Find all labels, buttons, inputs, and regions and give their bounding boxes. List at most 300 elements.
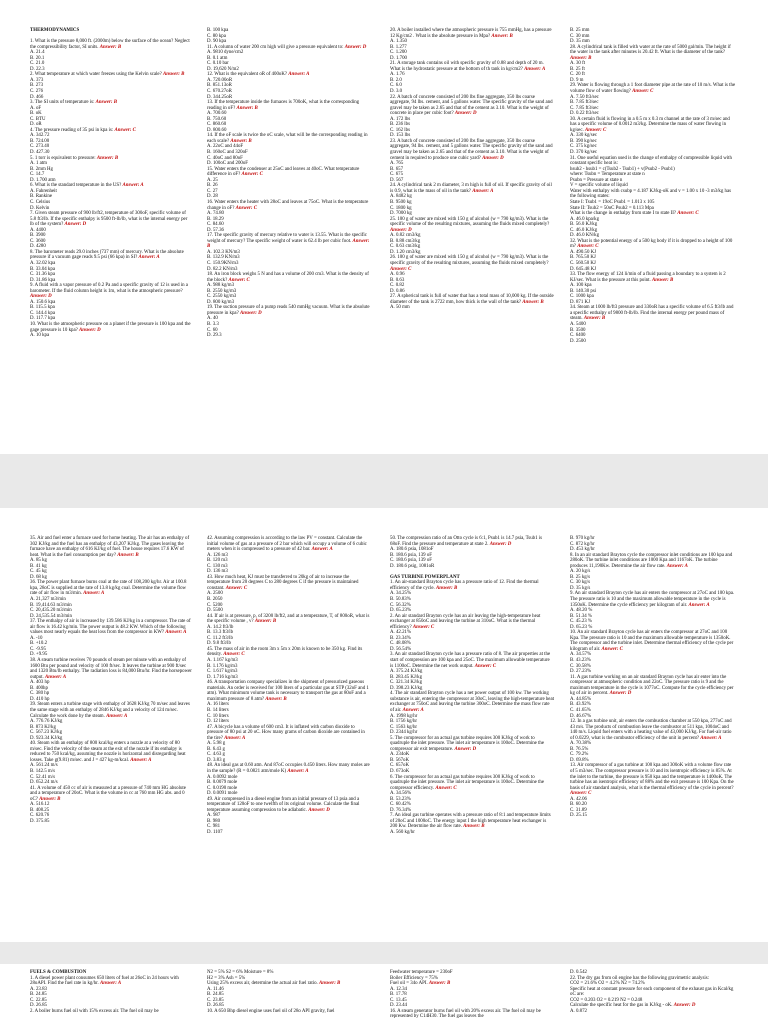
- answer-key: Answer: B: [96, 155, 119, 161]
- line-text: D. 57.36: [207, 227, 224, 233]
- question-line: [570, 189, 736, 200]
- line-text: 49. Air compressed in a diesel engine from an initial pressure of 13 psia and a temperature of 120oF to one twelfth of its original volume. Calculate the final temperature assuming compression to be adiabatic.: [207, 796, 361, 813]
- line-text: A. 70.38%: [570, 741, 592, 747]
- line-text: D. 117.7 kpa: [30, 316, 56, 322]
- answer-key: Answer: B: [207, 238, 371, 250]
- line-text: 46. A transportation company specializes in the shipment of pressurized gaseous materials. An order is received for 100 liters of a particular gas at STP (32oF and 1 atm). What minimum volume tank is necessary to transport the gas at 80oF and a maximum pressure of 8 atm?: [207, 680, 371, 702]
- line-text: 36. The power plant furnace burns coal at the rate of 108,200 kg/hr. Air at 100.8 kpa, 28oC is supplied at the rate of 13.8 kg/kg coal. Determine the volume flow rate of air flow in m3/min.: [30, 580, 188, 597]
- line-text: 27. A spherical tank is full of water that has a total mass of 10,000 kg. If the outside diameter of the tank is 2722 mm, how thick is the wall of the tank?: [390, 294, 555, 305]
- line-text: C. 0.10 bar: [207, 61, 229, 67]
- line-text: C. 30 kg/s: [570, 580, 590, 586]
- line-text: A. 172 lbs: [390, 116, 411, 122]
- question-line: [207, 233, 370, 250]
- line-text: D. 7000 kg: [390, 211, 412, 217]
- line-text: [390, 569, 391, 574]
- line-text: 43. How much heat, KJ must be transferred to 20kg of air to increase the temperature from 20 degrees C to 280 degrees C if the pressure is maintained constant.: [207, 574, 360, 591]
- line-text: 10. A 650 Bhp diesel engine uses fuel oil of 28o API gravity, fuel: [207, 1008, 335, 1014]
- line-text: 1. What is the pressure 8,000 ft. (2000m) below the surface of the ocean? Neglect the compressibility factor, SI units.: [30, 39, 191, 50]
- question-line: [390, 217, 554, 234]
- question-line: [207, 133, 370, 144]
- line-text: 13. If the temperature inside the furnaces is 700oK, what is the corresponding reading in oF?: [207, 100, 361, 111]
- line-text: D. 398.23 KJ/kg: [390, 685, 423, 691]
- question-line: [390, 736, 554, 753]
- line-text: B. 0.63: [390, 277, 405, 283]
- line-text: B. 19,414.63 m3/min: [30, 602, 72, 608]
- line-text: D. 923.34 KJ/kg: [30, 735, 63, 741]
- answer-key: Answer: C: [225, 585, 248, 591]
- line-text: 28. A cylindrical tank is filled with water at the rate of 5000 gal/min. The height if the water in the tank after minutes is 20.42 ft. What is the diameter of the tank?: [570, 44, 732, 56]
- question-line: [207, 725, 370, 742]
- answer-key: Answer: D: [454, 111, 477, 117]
- answer-key: Answer: A: [130, 757, 152, 763]
- line-text: D. 82.2 KN/m3: [207, 266, 238, 272]
- line-text: C. 144.4 kpa: [30, 310, 55, 316]
- line-text: D. 652.24 m/s: [30, 780, 58, 786]
- line-text: A. 10 kpa: [30, 333, 50, 339]
- line-text: where: Tsubn = Temperature at state n: [570, 172, 645, 178]
- answer-key: Answer: C: [114, 127, 136, 133]
- line-text: 8. In an air standard Brayton cycle the compressor inlet conditions are 100 kpa and 280oK. The turbine inlet conditions are 1000 Kpa and 1167oK. The turbine produces 11,190Kw. Determine the air flow rate.: [570, 552, 734, 569]
- answer-key: Answer: B: [428, 981, 451, 987]
- answer-key: Answer: D: [64, 222, 87, 228]
- line-text: C. 321.34 KJ/kg: [390, 680, 423, 686]
- line-text: C. 150.9KN/m3: [207, 260, 239, 266]
- line-text: C. 14.7: [30, 172, 45, 178]
- question-line: [30, 283, 192, 300]
- line-text: D. 90 kpa: [207, 39, 227, 45]
- question-line: [390, 813, 554, 830]
- line-text: B. 25 mm: [570, 28, 590, 33]
- line-text: A. 180.6 psia, 1081oF: [390, 547, 434, 553]
- answer-key: Answer: A: [472, 188, 494, 194]
- answer-key: Answer: D: [390, 227, 412, 233]
- line-text: C. 79.2%: [570, 752, 589, 758]
- line-text: C. 20,435.20 m3/min: [30, 608, 72, 614]
- question-line: [570, 45, 736, 62]
- line-text: 9. A fluid with a vapor pressure of 0.2 Pa and a specific gravity of 12 is used in a barometer. If the fluid column height is 1m, what is the atmospheric pressure?: [30, 283, 190, 294]
- answer-key: Answer: B: [265, 696, 287, 702]
- question-line: [570, 339, 736, 345]
- line-text: hsub2 - hsub1 = c(Tsub2 - Tsub1) + v(Psub2 - Psub1): [570, 166, 675, 172]
- question-line: [207, 575, 370, 592]
- question-line: [390, 61, 554, 72]
- line-text: 42. Assuming compression is according to the law PV = constant. Calculate the initial volume of gas at a pressure of 2 bar which will occupy a volume of 6 cubic meters when it is compressed to a pressure of 42 bar.: [207, 536, 369, 553]
- line-text: A. 44.85%: [570, 696, 592, 702]
- question-line: [570, 553, 736, 570]
- line-text: GAS TURBINE POWERPLANT: [390, 574, 460, 580]
- line-text: A. 988 kg/m3: [207, 283, 235, 289]
- line-text: D. 0.86: [390, 288, 405, 294]
- line-text: 10. An air standard Brayton cycle has air enters the compressor at 27oC and 100 Kpa. The pressure ratio is 10 and the maximum allowable temperature is 1350oK. The compressor and the turbine inlet. Determine thermal efficiency of the cycle per kilogram of air.: [570, 630, 735, 652]
- question-line: [570, 117, 736, 134]
- line-text: C. 670.27oR: [207, 89, 232, 95]
- answer-key: Answer: C: [241, 172, 263, 178]
- line-text: A. 403 hp: [30, 680, 50, 686]
- answer-key: Answer: D: [79, 327, 101, 333]
- line-text: D. 26.85: [30, 1003, 47, 1009]
- line-text: FUELS & COMBUSTION: [30, 970, 87, 975]
- line-text: 3. An air standard Brayton cycle has a pressure ratio of 8. The air properties at the start of compression are 100 kpa and 25oC. The maximum allowable temperature is 1100oC. Determine the net work output.: [390, 652, 552, 669]
- line-text: 48. An ideal gas at 0.60 atm. And 87oC occupies 0.450 liters. How many moles are in the sample? (R = 0.0821 atm/mole K): [207, 763, 371, 774]
- question-line: [207, 763, 370, 774]
- line-text: D. 3.0: [390, 89, 403, 95]
- line-text: 8. The barometer reads 29.0 inches (737 mm) of mercury. What is the absolute pressure if a vacuum gage reads 9.5 psi (66 kpa) in SI?: [30, 249, 186, 261]
- line-text: A. 373: [30, 77, 44, 83]
- line-text: B. 567oK: [390, 757, 410, 763]
- line-text: D. 9 m: [570, 77, 584, 83]
- answer-key: Answer: D: [609, 691, 632, 697]
- answer-key: Answer: C: [632, 89, 654, 95]
- answer-key: Answer: A: [138, 255, 160, 261]
- answer-key: Answer: C: [390, 266, 412, 272]
- line-text: D. 2500: [570, 338, 586, 344]
- line-text: C. 162 lbs: [390, 127, 410, 133]
- line-text: A. Fahrenheit: [30, 188, 57, 194]
- line-text: A. 516.12: [30, 802, 50, 808]
- line-text: B. 3.3: [207, 321, 219, 327]
- line-text: D. 27.23%: [570, 669, 592, 675]
- line-text: 29. Water is flowing through a 1 foot diameter pipe at the rate of 10 m/s. What is the volume flow of water flowing?: [570, 83, 737, 95]
- line-text: A. 48.20 %: [570, 608, 593, 614]
- answer-key: Answer: C: [577, 244, 599, 250]
- question-line: [30, 819, 192, 825]
- line-text: C. 567.23 KJ/kg: [30, 730, 63, 736]
- question-line: [570, 630, 736, 652]
- line-text: [30, 34, 31, 39]
- answer-key: Answer: A: [165, 630, 187, 636]
- question-line: [390, 305, 554, 311]
- line-text: B. 970 kg/hr: [570, 536, 595, 541]
- text-column: [570, 28, 736, 344]
- line-text: C. 60.42%: [390, 802, 411, 808]
- line-text: D. 19,620 N/m2: [207, 66, 239, 72]
- line-text: 6. The compressor for an actual gas turbine requires 300 KJ/kg of work to quadruple the inlet pressure. The inlet air temperature is 100oC. Determine the compressor efficiency.: [390, 774, 546, 791]
- line-text: V = specific volume of liquid: [570, 183, 628, 189]
- answer-key: Answer: B: [230, 138, 252, 144]
- line-text: C. 0.63 cm3/kg: [390, 244, 421, 250]
- line-text: A. 150.6 kpa: [30, 299, 56, 305]
- answer-key: Answer: B: [318, 981, 341, 987]
- line-text: D. 31.86 kpa: [30, 277, 56, 283]
- line-text: 33. The flow energy of 124 li/min of a fluid passing a boundary to a system is 2 KJ/sec. What is the pressure at this point.: [570, 272, 727, 283]
- answer-key: Answer: D: [308, 807, 330, 813]
- answer-key: Answer: A: [288, 72, 310, 78]
- line-text: B. 160oC and 320oF: [207, 150, 248, 156]
- line-text: D. 5500: [207, 608, 223, 614]
- line-text: B. 724.00: [30, 138, 50, 144]
- question-line: [390, 28, 554, 39]
- answer-key: Answer: B: [491, 33, 513, 39]
- answer-key: Answer: A: [666, 563, 688, 569]
- line-text: N2 = 5% S2 = 6% Moisture = 8%: [207, 970, 274, 975]
- line-text: D. 46.67%: [570, 713, 592, 719]
- question-line: [390, 294, 554, 305]
- line-text: D. 24,535.54 m3/min: [30, 613, 72, 619]
- question-line: [390, 95, 554, 117]
- line-text: 39. Steam enters a turbine stage with enthalpy of 3628 KJ/kg 70 m/sec and leaves the same stage with an enthalpy of 2846 KJ/kg and a velocity of 124 m/sec. Calculate the work done by the steam.: [30, 702, 192, 719]
- line-text: 47. A bicycle has a volume of 600 cm3. It is inflated with carbon dioxide to pressure of 80 psi at 20 oC. How many grams of carbon dioxide are contained in the tire?: [207, 724, 367, 741]
- line-text: D. 12 liters: [207, 719, 229, 725]
- line-text: D. 35 kg/s: [570, 585, 591, 591]
- line-text: B. 14 liters: [207, 707, 229, 713]
- answer-key: Answer: B: [254, 619, 277, 625]
- line-text: C. 276: [30, 89, 44, 95]
- line-text: A. 234oK: [390, 752, 410, 758]
- line-text: B. 1.277: [390, 44, 407, 50]
- line-text: B. 43.23%: [570, 658, 591, 664]
- line-text: C. 1563 kg/hr: [390, 724, 418, 730]
- line-text: D. Kelvin: [30, 205, 50, 211]
- answer-key: Answer: A: [688, 602, 710, 608]
- line-text: A. 22oC and 44oF: [207, 144, 244, 150]
- line-text: A. 7.50 ft3/sec: [570, 94, 599, 100]
- line-text: D. 136 m3: [207, 569, 228, 575]
- line-text: B. 56.0 KJ/kg: [570, 222, 598, 228]
- line-text: 9. An air standard Brayton cycle has air enters the compressor at 27oC and 100 kpa. The pressure ratio is 10 and the maximum allowable temperature in the cycle is 1350oK. Determine the cycle efficiency per kilogram of air.: [570, 591, 736, 608]
- text-column: [570, 970, 736, 1014]
- answer-key: Answer: D: [454, 746, 477, 752]
- line-text: C. 45.23 %: [570, 619, 593, 625]
- line-text: A. oF: [30, 105, 42, 111]
- document-page-1: [0, 0, 768, 454]
- line-text: D. 673oK: [390, 768, 410, 774]
- line-text: Water with enthalpy with csubp = 4.187 KJ/kg-oK and v = 1.00 x 10 -3 m3/kg has the following states:: [570, 188, 733, 200]
- answer-key: Answer: D: [30, 294, 52, 300]
- line-text: A. 1 atm: [30, 161, 47, 167]
- text-column: [207, 28, 370, 339]
- question-line: [30, 619, 192, 636]
- line-text: A. 102.3 KN/m3: [207, 249, 240, 255]
- line-text: A. 21.4: [30, 50, 45, 56]
- line-text: A. 20 kg/s: [570, 569, 591, 575]
- answer-key: Answer: B: [117, 552, 139, 558]
- question-line: [30, 250, 192, 261]
- line-text: B. 50.83%: [390, 597, 411, 603]
- line-text: C. 380 hp: [30, 691, 50, 697]
- line-text: D. 0.22 ft3/sec: [570, 111, 599, 117]
- line-text: A. 42.06: [570, 796, 587, 802]
- line-text: Feedwater temperature = 230oF: [390, 970, 453, 975]
- line-text: Psubn = Pressure at state n: [570, 177, 623, 183]
- line-text: A. 700.60: [207, 111, 227, 117]
- text-column: [30, 536, 192, 824]
- line-text: C. 10 liters: [207, 713, 229, 719]
- line-text: B. oK: [30, 111, 42, 117]
- line-text: A. 560 kg/hr: [390, 829, 415, 835]
- document-page-2: [0, 508, 768, 942]
- line-text: 31. One useful equation used is the change of enthalpy of compressible liquid with constant specific heat is:: [570, 155, 734, 167]
- line-text: B. 400hp: [30, 685, 48, 691]
- line-text: 32. What is the potential energy of a 500 kg body if it is dropped to a height of 100 m?: [570, 238, 734, 250]
- line-text: B. 0.1 atm: [207, 55, 228, 61]
- answer-key: Answer: C: [584, 127, 607, 133]
- line-text: C. 0.82: [390, 283, 405, 289]
- line-text: B. 750.60: [207, 116, 227, 122]
- answer-key: Answer: B: [99, 44, 122, 50]
- line-text: C. 6400: [570, 333, 586, 339]
- line-text: C. 5200: [207, 602, 223, 608]
- line-text: A. 720.00oR: [207, 77, 233, 83]
- line-text: C. Celsius: [30, 199, 51, 205]
- line-text: C. 30 mm: [570, 33, 590, 39]
- line-text: B. 1756 kg/hr: [390, 719, 418, 725]
- line-text: 44. If air is at pressure, p, of 3200 lb/ft2, and at a temperature, T, of 800oR, what is the specific volume , v?: [207, 613, 371, 625]
- line-text: D. 410 hp: [30, 696, 50, 702]
- line-text: 35. Air and fuel enter a furnace used for home heating. The air has an enthalpy of 302 KJ/kg and the fuel has an enthalpy of 43,207 KJ/kg. The gases leaving the furnace have an enthalpy of 616 KJ/kg of fuel. The house requires 17.6 KW of heat. What is the fuel consumption per day?: [30, 536, 191, 558]
- line-text: CO2 = 0.203 O2 = 0.219 N2 = 0.248: [570, 997, 643, 1003]
- answer-key: Answer: A: [402, 707, 424, 713]
- text-column: [390, 28, 554, 311]
- line-text: 5. 1 torr is equivalent to pressure:: [30, 155, 97, 161]
- question-line: [207, 272, 370, 283]
- line-text: 11. A column of water 200 cm high will give a pressure equivalent to:: [207, 44, 345, 50]
- line-text: A. 0.96: [390, 272, 405, 278]
- line-text: 22. The dry gas from oil engine has the following gravimetric analysis:: [570, 975, 709, 981]
- line-text: B. 3500: [570, 327, 586, 333]
- line-text: A. 1.350: [390, 39, 407, 45]
- answer-key: Answer: C: [228, 277, 250, 283]
- question-line: [570, 83, 736, 94]
- line-text: A. 12.34: [390, 986, 407, 992]
- line-text: B. 41 kg: [30, 563, 47, 569]
- line-text: C. 2550 kg/m3: [207, 294, 237, 300]
- line-text: D. +9.95: [30, 652, 48, 658]
- line-text: B. 1.176 kg/m3: [207, 663, 238, 669]
- line-text: B. 236 lbs: [390, 122, 410, 128]
- question-line: [570, 813, 736, 819]
- line-text: B. 3900: [30, 233, 46, 239]
- line-text: 45. The mass of air in the room 3m x 5m x 20m is known to be 350 kg. Find its density.: [207, 646, 364, 658]
- line-text: B. 33.04 kpa: [30, 266, 55, 272]
- question-line: [30, 786, 192, 803]
- line-text: D. 1.700: [390, 55, 407, 61]
- text-column: [30, 28, 192, 339]
- line-text: A. 987: [207, 813, 221, 819]
- line-text: A. 4400: [30, 227, 46, 233]
- line-text: CO2 = 21.6% O2 = 4.2% N2 = 74.2%: [570, 981, 645, 987]
- question-line: [30, 1009, 192, 1015]
- line-text: A. 42.21%: [390, 630, 412, 636]
- answer-key: Answer: B: [39, 796, 61, 802]
- line-text: C. 375 kg/sec: [570, 144, 597, 150]
- answer-key: Answer: B: [236, 105, 258, 111]
- line-text: A. 34.56%: [390, 791, 412, 797]
- line-text: D. 427.30: [30, 150, 50, 156]
- line-text: C. 130 m3: [207, 563, 228, 569]
- question-line: [570, 1009, 736, 1015]
- question-line: [207, 1009, 370, 1015]
- line-text: B. 0.88 cm3/kg: [390, 238, 421, 244]
- line-text: Calculate the specific heat for the gas in KJ/kg - oK.: [570, 1003, 674, 1009]
- line-text: What is the change in enthalpy from state I to state II?: [570, 211, 678, 217]
- line-text: C. 80 kpa: [207, 33, 226, 39]
- line-text: B. 2050: [207, 597, 223, 603]
- line-text: A. 34.57%: [570, 652, 592, 658]
- line-text: C. 52.41 m/s: [30, 774, 55, 780]
- line-text: D. 466: [30, 94, 44, 100]
- answer-key: Answer: A: [83, 591, 105, 597]
- line-text: D. 56.54%: [390, 646, 412, 652]
- answer-key: Answer: D: [482, 155, 504, 161]
- answer-key: Answer: C: [570, 791, 592, 797]
- line-text: A. 0.872: [570, 1008, 587, 1014]
- line-text: 30. A certain fluid is flowing in a 0.5 m x 0.3 m channel at the rate of 3 m/sec and has a specific volume of 0.0012 m3/kg. Determine the mass of water flowing in kg/sec.: [570, 116, 732, 133]
- line-text: 16. Water enters the heater with 28oC and leaves at 75oC. What is the temperature change in oF?: [207, 199, 370, 211]
- question-line: [570, 272, 736, 283]
- line-text: D. 645.48 KJ: [570, 266, 597, 272]
- line-text: D. 800 kg/m3: [207, 299, 235, 305]
- line-text: A. 342.72: [30, 133, 50, 139]
- line-text: H2 = 3% Ash = 5%: [207, 975, 246, 981]
- line-text: 7. An ideal gas turbine operates with a pressure ratio of 8:1 and temperature limits of 20oC and 1000oC. The energy input I the high temperature heat exchanger is 200 Kw. Determine the air flow rate.: [390, 813, 552, 830]
- question-line: [30, 702, 192, 719]
- line-text: A. 0.82 cm3/kg: [390, 233, 421, 239]
- line-text: C. 31.89: [570, 807, 587, 813]
- line-text: 14. If the oF scale is twice the oC scale, what will be the corresponding reading in each scale?: [207, 133, 369, 144]
- line-text: D. 375.85: [30, 818, 50, 824]
- line-text: C. 4.63 g: [207, 752, 225, 758]
- answer-key: Answer: D: [489, 541, 512, 547]
- question-line: [390, 183, 554, 194]
- line-text: A. 100 kpa: [570, 283, 592, 289]
- line-text: 5. The compressor for an actual gas turbine requires 300 KJ/kg of work to quadruple the inlet pressure. The inlet air temperature is 100oC. Determine the compressor air exit temperature.: [390, 735, 546, 752]
- question-line: [207, 614, 370, 625]
- line-text: A. 2500: [207, 591, 223, 597]
- line-text: A. 375.24 KJ/kg: [390, 669, 423, 675]
- line-text: C. 21.0: [30, 61, 45, 67]
- question-line: [570, 239, 736, 250]
- question-line: [207, 167, 370, 178]
- line-text: B. 53.23%: [390, 796, 411, 802]
- line-text: A. 126 m3: [207, 552, 228, 558]
- line-text: A. 85 kg: [30, 558, 47, 564]
- line-text: Boiler Efficiency = 75%: [390, 975, 438, 981]
- line-text: B. 25 kg/s: [570, 574, 590, 580]
- line-text: D. 1.716 kg/m3: [207, 674, 238, 680]
- line-text: B. 17.78: [390, 992, 407, 998]
- question-line: [30, 580, 192, 597]
- line-text: Fuel oil = 34o API.: [390, 981, 429, 987]
- line-text: B. 283.45 KJ/kg: [390, 674, 423, 680]
- line-text: Specific heat at constant pressure for each component of the exhaust gas in Kcal/kg oC are:: [570, 986, 735, 998]
- question-line: [570, 987, 736, 998]
- question-line: [207, 100, 370, 111]
- line-text: THERMODYNAMICS: [30, 28, 80, 33]
- question-line: [30, 741, 192, 763]
- line-text: D. 2344 kg/hr: [390, 730, 418, 736]
- line-text: B. 0.0079 mole: [207, 780, 238, 786]
- line-text: A. 561.24 m/s: [30, 763, 58, 769]
- line-text: B. 2.0: [390, 77, 402, 83]
- answer-key: Answer: A: [311, 547, 333, 553]
- line-text: D. 65.23%: [390, 608, 412, 614]
- line-text: C. 1800 kg: [390, 205, 412, 211]
- line-text: C. 60: [207, 327, 218, 333]
- answer-key: Answer: B: [651, 277, 674, 283]
- line-text: B. 9500 kg: [390, 199, 412, 205]
- line-text: C. 11.2 ft3/lb: [207, 635, 233, 641]
- line-text: D. 370 kg/sec: [570, 150, 598, 156]
- line-text: B. 142.5 m/s: [30, 768, 55, 774]
- line-text: 18. An iron block weighs 5 N and has a volume of 200 cm3. What is the density of the block?: [207, 272, 371, 283]
- line-text: B. +10.2: [30, 641, 48, 647]
- line-text: 23. A batch of concrete consisted of 200 lbs fine aggregate, 350 lbs coarse aggregate, 94 lbs. cement, and 5 gallons water. The specific gravity of the sand and gravel may be taken as 2.65 and that of the cement as 3.10. What is the weight of cement in required to produce one cubic yard?: [390, 138, 554, 161]
- line-text: A. 50 mm: [390, 305, 410, 311]
- line-text: A. 16 liters: [207, 702, 229, 708]
- line-text: B. 26: [207, 183, 218, 189]
- answer-key: Answer: B: [463, 824, 485, 830]
- line-text: C. 40oC and 80oF: [207, 155, 243, 161]
